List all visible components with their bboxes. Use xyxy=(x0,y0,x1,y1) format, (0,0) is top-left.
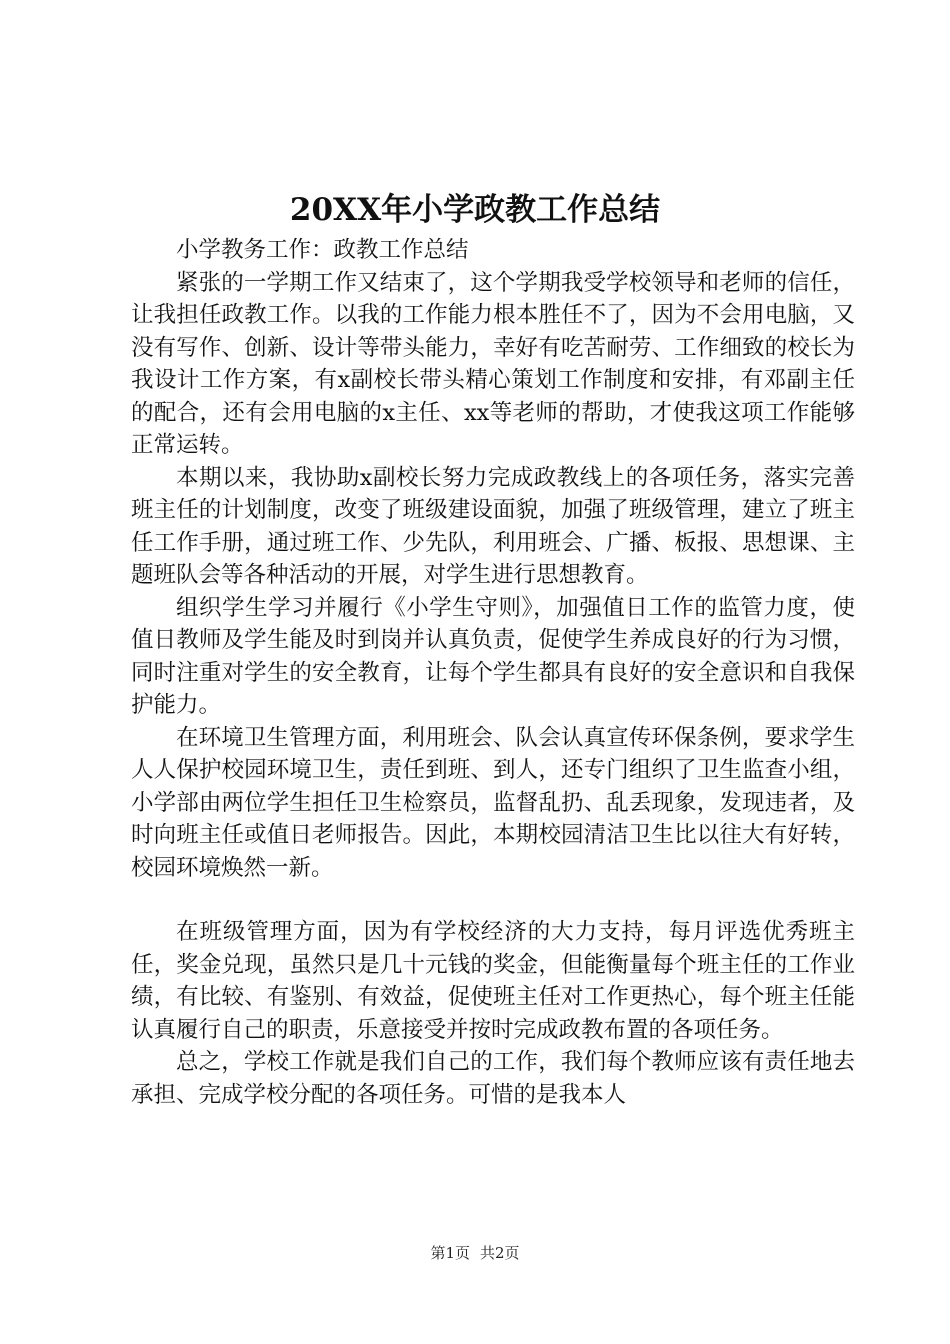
paragraph-hygiene: 在环境卫生管理方面，利用班会、队会认真宣传环保条例，要求学生人人保护校园环境卫生，责任到班、到人，还专门组织了卫生监查小组，小学部由两位学生担任卫生检察员，监督乱扔、乱丢现象，发现违者，及时向班主任或值日老师报告。因此，本期校园清洁卫生比以往大有好转，校园环境焕然一新。 xyxy=(131,724,855,881)
paragraph-conclusion: 总之，学校工作就是我们自己的工作，我们每个教师应该有责任地去承担、完成学校分配的各项任务。可惜的是我本人 xyxy=(131,1049,855,1108)
paragraph-rules: 组织学生学习并履行《小学生守则》，加强值日工作的监管力度，使值日教师及学生能及时到岗并认真负责，促使学生养成良好的行为习惯，同时注重对学生的安全教育，让每个学生都具有良好的安全意识和自我保护能力。 xyxy=(131,594,855,718)
paragraph-spacer xyxy=(131,884,855,916)
paragraph-subtitle: 小学教务工作：政教工作总结 xyxy=(176,237,469,263)
page-footer xyxy=(0,1243,950,1263)
page-number-current: 第1页 xyxy=(430,1244,470,1262)
page-number-total: 共2页 xyxy=(480,1244,520,1262)
paragraph-intro: 紧张的一学期工作又结束了，这个学期我受学校领导和老师的信任，让我担任政教工作。以我的工作能力根本胜任不了，因为不会用电脑，又没有写作、创新、设计等带头能力，幸好有吃苦耐劳、工作细致的校长为我设计工作方案，有x副校长带头精心策划工作制度和安排，有邓副主任的配合，还有会用电脑的x主任、xx等老师的帮助，才使我这项工作能够正常运转。 xyxy=(131,269,855,458)
document-title: 20XX年小学政教工作总结 xyxy=(289,192,661,228)
paragraph-class-management: 在班级管理方面，因为有学校经济的大力支持，每月评选优秀班主任，奖金兑现，虽然只是几十元钱的奖金，但能衡量每个班主任的工作业绩，有比较、有鉴别、有效益，促使班主任对工作更热心，每个班主任能认真履行自己的职责，乐意接受并按时完成政教布置的各项任务。 xyxy=(131,919,855,1043)
paragraph-tasks: 本期以来，我协助x副校长努力完成政教线上的各项任务，落实完善班主任的计划制度，改变了班级建设面貌，加强了班级管理，建立了班主任工作手册，通过班工作、少先队，利用班会、广播、板报、思想课、主题班队会等各种活动的开展，对学生进行思想教育。 xyxy=(131,464,855,588)
document-body xyxy=(131,234,855,1111)
